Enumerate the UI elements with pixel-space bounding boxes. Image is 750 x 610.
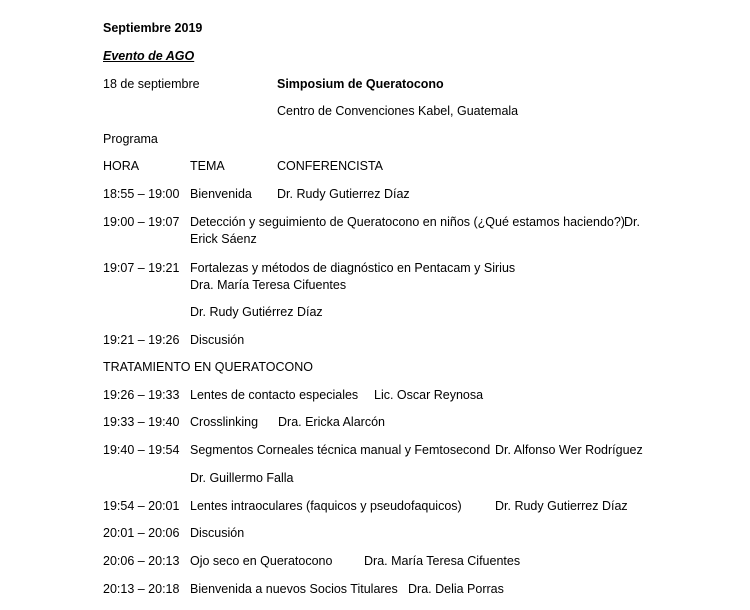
- program-label: Programa: [103, 132, 158, 146]
- row-time: 19:21 – 19:26: [103, 333, 180, 347]
- row-time: 20:13 – 20:18: [103, 582, 180, 596]
- row-speaker: Dra. Ericka Alarcón: [278, 415, 385, 429]
- row-time: 19:07 – 19:21: [103, 261, 180, 275]
- event-date: 18 de septiembre: [103, 77, 200, 91]
- event-type-heading: Evento de AGO: [103, 49, 195, 63]
- row-topic: Detección y seguimiento de Queratocono en niños (¿Qué estamos haciendo?): [190, 215, 625, 229]
- row-topic: Discusión: [190, 333, 245, 347]
- row-speaker: Dr. Alfonso Wer Rodríguez: [495, 443, 643, 457]
- row-speaker-extra: Dr. Guillermo Falla: [190, 471, 294, 485]
- row-speaker-extra: Dr. Rudy Gutiérrez Díaz: [190, 305, 323, 319]
- row-time: 20:01 – 20:06: [103, 526, 180, 540]
- event-title: Simposium de Queratocono: [277, 77, 444, 91]
- row-speaker: Lic. Oscar Reynosa: [374, 388, 484, 402]
- month-heading: Septiembre 2019: [103, 21, 203, 35]
- row-speaker-title: Dr.: [624, 215, 640, 229]
- row-time: 19:40 – 19:54: [103, 443, 180, 457]
- row-speaker: Dra. María Teresa Cifuentes: [190, 278, 347, 292]
- row-topic: Segmentos Corneales técnica manual y Femtosecond: [190, 443, 491, 457]
- row-time: 18:55 – 19:00: [103, 187, 180, 201]
- row-topic: Lentes intraoculares (faquicos y pseudofaquicos): [190, 499, 462, 513]
- row-topic: Fortalezas y métodos de diagnóstico en Pentacam y Sirius: [190, 261, 516, 275]
- row-time: 19:00 – 19:07: [103, 215, 180, 229]
- row-topic: Lentes de contacto especiales: [190, 388, 359, 402]
- row-topic: Ojo seco en Queratocono: [190, 554, 333, 568]
- row-topic: Crosslinking: [190, 415, 259, 429]
- row-speaker: Dr. Rudy Gutierrez Díaz: [277, 187, 410, 201]
- row-speaker: Dra. Delia Porras: [408, 582, 504, 596]
- row-topic: Discusión: [190, 526, 245, 540]
- row-time: 19:33 – 19:40: [103, 415, 180, 429]
- row-speaker: Dra. María Teresa Cifuentes: [364, 554, 521, 568]
- column-header-speaker: CONFERENCISTA: [277, 159, 384, 173]
- row-topic: Bienvenida a nuevos Socios Titulares: [190, 582, 398, 596]
- column-header-time: HORA: [103, 159, 140, 173]
- row-time: 19:26 – 19:33: [103, 388, 180, 402]
- row-topic: Bienvenida: [190, 187, 252, 201]
- row-speaker-name: Erick Sáenz: [190, 232, 257, 246]
- row-time: 19:54 – 20:01: [103, 499, 180, 513]
- column-header-topic: TEMA: [190, 159, 225, 173]
- event-venue: Centro de Convenciones Kabel, Guatemala: [277, 104, 519, 118]
- row-time: 20:06 – 20:13: [103, 554, 180, 568]
- section-heading: TRATAMIENTO EN QUERATOCONO: [103, 360, 313, 374]
- row-speaker: Dr. Rudy Gutierrez Díaz: [495, 499, 628, 513]
